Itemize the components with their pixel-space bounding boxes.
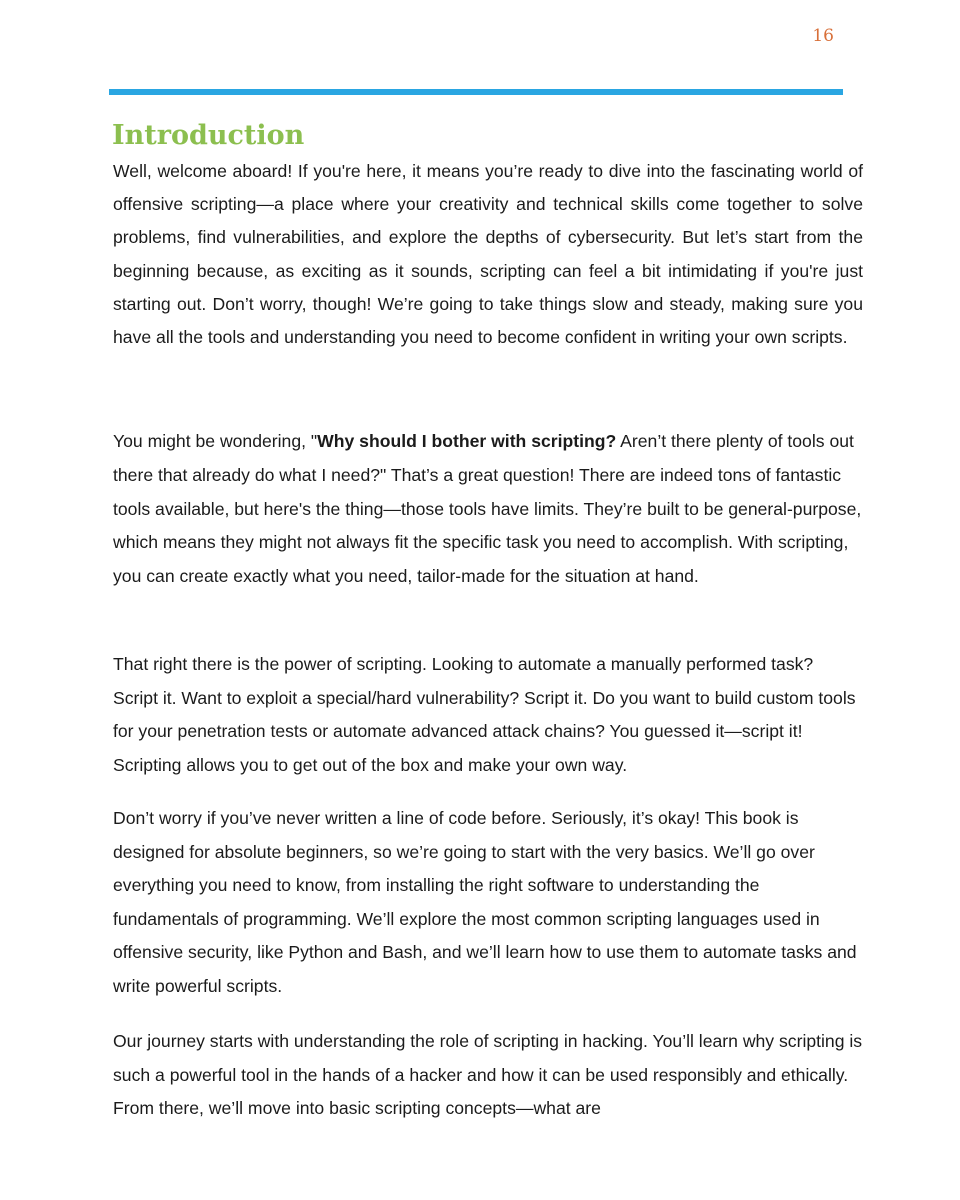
paragraph-power-of-scripting: That right there is the power of scripting. Looking to automate a manually performed task? Script it. Want to exploit a special/hard vulnerability? Script it. Do you want to build custom tools for your penetration tests or automate advanced attack chains? You guessed it—script it! Scripting allows you to get out of the box and make your own way. (113, 654, 856, 775)
section-heading: Introduction (112, 120, 305, 151)
paragraph-journey: Our journey starts with understanding the role of scripting in hacking. You’ll learn why scripting is such a powerful tool in the hands of a hacker and how it can be used responsibly and ethically. From there, we’ll move into basic scripting concepts—what are (113, 1031, 863, 1119)
page-number: 16 (812, 26, 834, 46)
paragraph-beginners: Don’t worry if you’ve never written a line of code before. Seriously, it’s okay! This book is designed for absolute beginners, so we’re going to start with the very basics. We’ll go over everything you need to know, from installing the right software to understanding the fundamentals of programming. We’ll explore the most common scripting languages used in offensive security, like Python and Bash, and we’ll learn how to use them to automate tasks and write powerful scripts. (113, 808, 857, 996)
paragraph-why-scripting (113, 425, 863, 594)
paragraph-text: Aren’t there plenty of tools out there that already do what I need?" That’s a great question! There are indeed tons of fantastic tools available, but here's the thing—those tools have limits. They’re built to be general-purpose, which means they might not always fit the specific task you need to accomplish. With scripting, you can create exactly what you need, tailor-made for the situation at hand. (113, 431, 862, 587)
header-rule (109, 89, 843, 95)
paragraph-text: You might be wondering, " (113, 431, 318, 451)
paragraph-welcome: Well, welcome aboard! If you're here, it means you’re ready to dive into the fascinating world of offensive scripting—a place where your creativity and technical skills come together to solve problems, find vulnerabilities, and explore the depths of cybersecurity. But let’s start from the beginning because, as exciting as it sounds, scripting can feel a bit intimidating if you're just starting out. Don’t worry, though! We’re going to take things slow and steady, making sure you have all the tools and understanding you need to become confident in writing your own scripts. (113, 161, 863, 348)
bold-question: Why should I bother with scripting? (317, 431, 617, 451)
